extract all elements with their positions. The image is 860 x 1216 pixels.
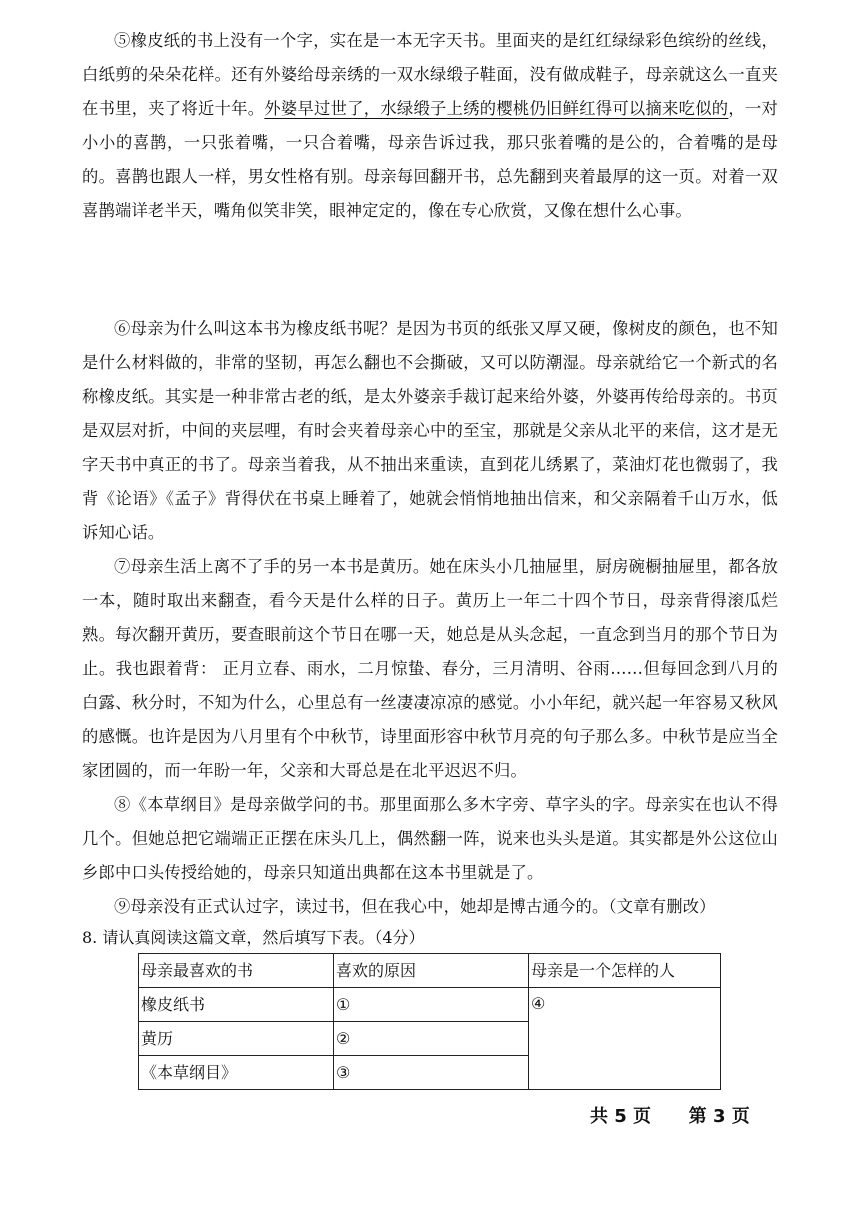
header-book: 母亲最喜欢的书 [139,954,334,988]
paragraph-7: ⑦母亲生活上离不了手的另一本书是黄历。她在床头小几抽屉里，厨房碗橱抽屉里，都各放一本，随时取出来翻查，看今天是什么样的日子。黄历上一年二十四个节日，母亲背得滚瓜烂熟。每次翻开黄历，要查眼前这个节日在哪一天，她总是从头念起，一直念到当月的那个节日为止。我也跟着背： 正月立春、雨水，二月惊蛰、春分，三月清明、谷雨……但每回念到八月的白露、秋分时，不知为什么，心里总有一丝凄凄凉凉的感觉。小小年纪，就兴起一年容易又秋风的感慨。也许是因为八月里有个中秋节，诗里面形容中秋节月亮的句子那么多。中秋节是应当全家团圆的，而一年盼一年，父亲和大哥总是在北平迟迟不归。 [82,557,778,780]
table-row [139,988,721,1022]
header-person: 母亲是一个怎样的人 [529,954,721,988]
question-8: 8. 请认真阅读这篇文章，然后填写下表。（4分） [82,928,425,947]
paragraph-6: ⑥母亲为什么叫这本书为橡皮纸书呢？是因为书页的纸张又厚又硬，像树皮的颜色，也不知是什么材料做的，非常的坚韧，再怎么翻也不会撕破，又可以防潮湿。母亲就给它一个新式的名称橡皮纸。其实是一种非常古老的纸，是太外婆亲手裁订起来给外婆，外婆再传给母亲的。书页是双层对折，中间的夹层哩，有时会夹着母亲心中的至宝，那就是父亲从北平的来信，这才是无字天书中真正的书了。母亲当着我，从不抽出来重读，直到花儿绣累了，菜油灯花也微弱了，我背《论语》《孟子》背得伏在书桌上睡着了，她就会悄悄地抽出信来，和父亲隔着千山万水，低诉知心话。 [82,319,778,542]
paragraph-8: ⑧《本草纲目》是母亲做学问的书。那里面那么多木字旁、草字头的字。母亲实在也认不得几个。但她总把它端端正正摆在床头几上，偶然翻一阵，说来也头头是道。其实都是外公这位山乡郎中口头传授给她的，母亲只知道出典都在这本书里就是了。 [82,795,778,882]
book-cell: 橡皮纸书 [139,988,334,1022]
paragraph-5-underlined-sentence: 外婆早过世了，水绿缎子上绣的樱桃仍旧鲜红得可以摘来吃似的 [264,99,729,118]
current-page: 第 3 页 [688,1106,750,1127]
book-cell: 黄历 [139,1022,334,1056]
reason-blank-1[interactable]: ① [334,988,529,1022]
paragraph-5 [82,24,778,228]
total-pages: 共 5 页 [590,1106,652,1127]
paragraph-9: ⑨母亲没有正式认过字，读过书，但在我心中，她却是博古通今的。（文章有删改） [114,897,716,916]
page-footer [590,1102,750,1128]
table-header-row [139,954,721,988]
reason-blank-3[interactable]: ③ [334,1056,529,1090]
header-reason: 喜欢的原因 [334,954,529,988]
paragraph-5-text-a: ⑤橡皮纸的书上没有一个字，实在是一本无字天书。里面夹的是红红绿绿彩色缤纷的丝线，白纸剪的朵朵花样。还有外婆给母亲绣的一双水绿缎子鞋面，没有做成鞋子，母亲就这么一直夹在书里，夹了将近十年。 [82,31,778,118]
person-blank-4[interactable]: ④ [529,988,721,1090]
book-cell: 《本草纲目》 [139,1056,334,1090]
answer-table [138,953,721,1090]
paragraph-5-text-b: ，一对小小的喜鹊，一只张着嘴，一只合着嘴，母亲告诉过我，那只张着嘴的是公的，合着嘴的是母的。喜鹊也跟人一样，男女性格有别。母亲每回翻开书，总先翻到夹着最厚的这一页。对着一双喜鹊端详老半天，嘴角似笑非笑，眼神定定的，像在专心欣赏，又像在想什么心事。 [82,99,779,220]
reason-blank-2[interactable]: ② [334,1022,529,1056]
